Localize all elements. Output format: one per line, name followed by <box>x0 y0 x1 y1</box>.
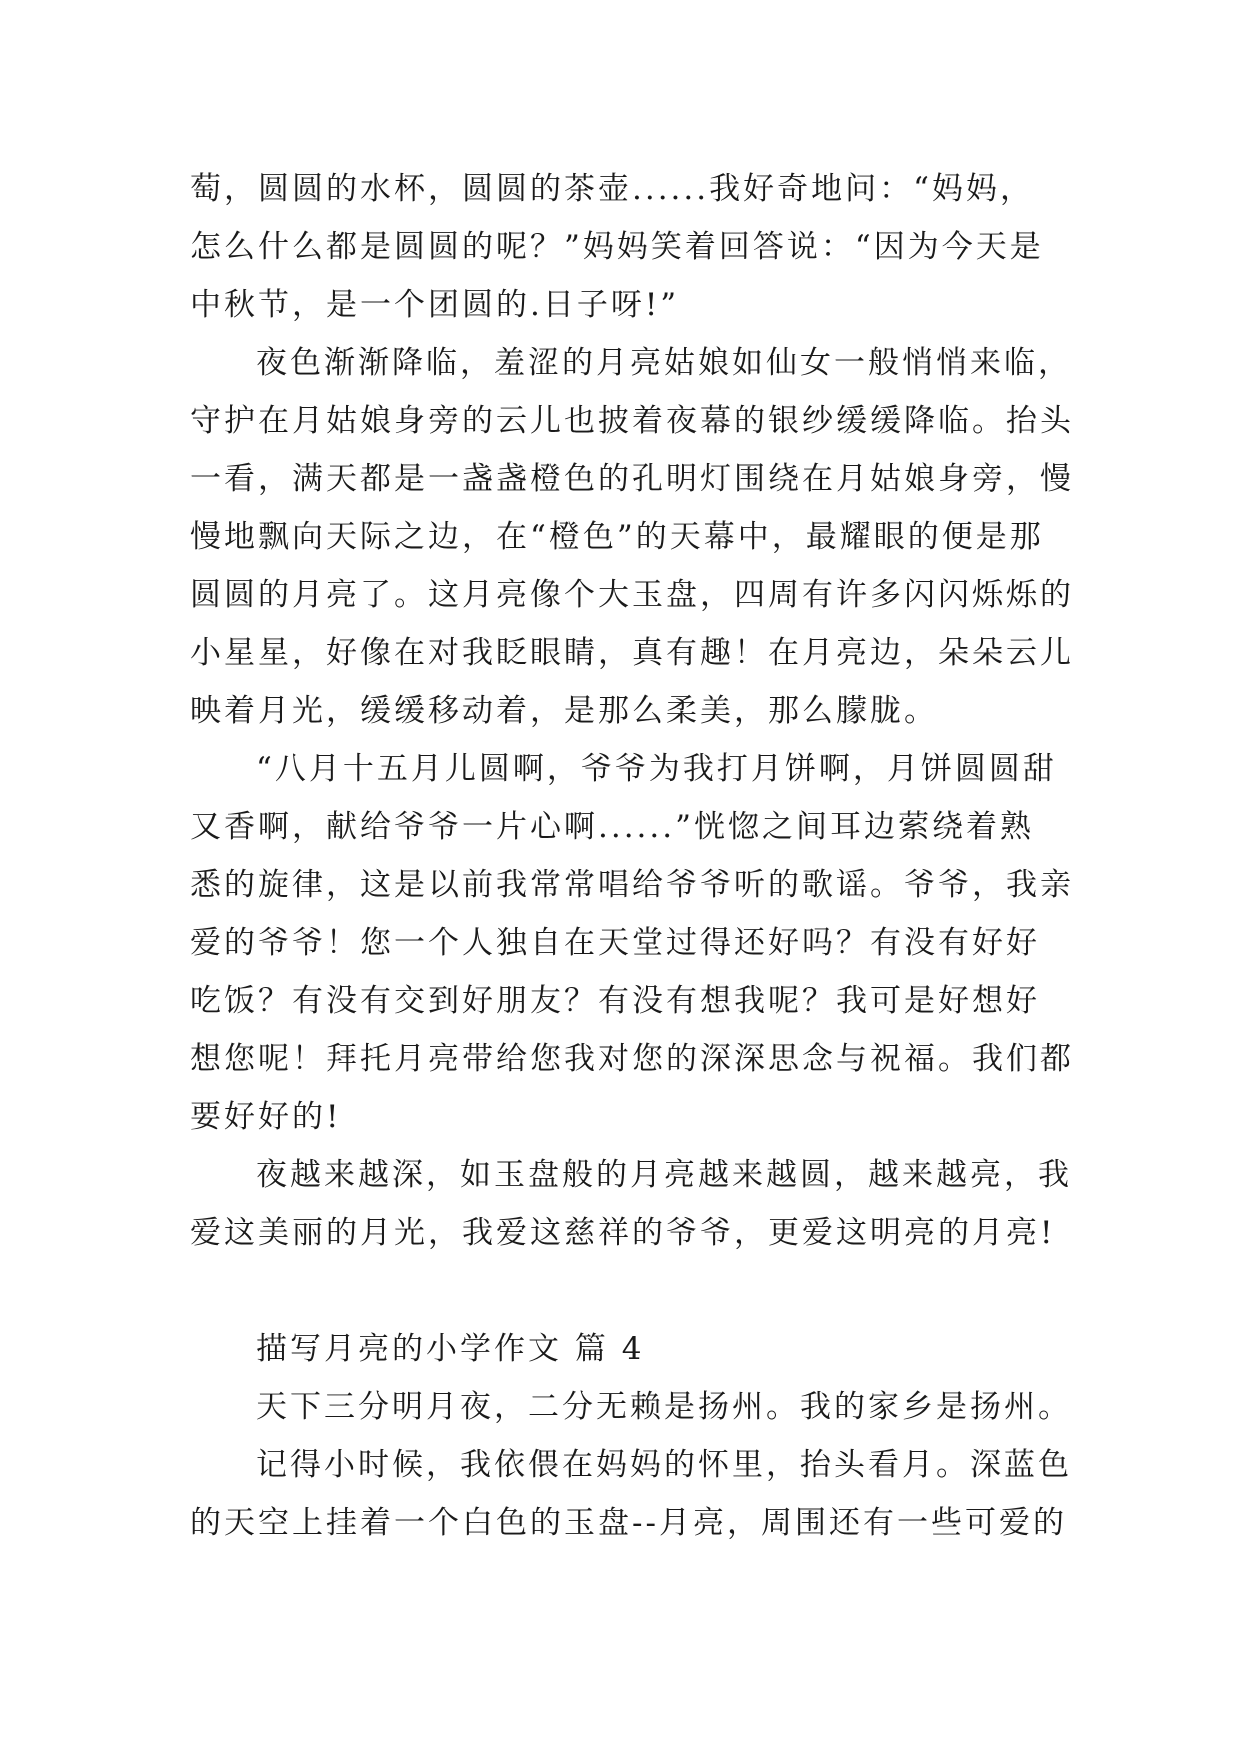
text-line: 映着月光，缓缓移动着，是那么柔美，那么朦胧。 <box>190 693 938 729</box>
text-line: 天下三分明月夜，二分无赖是扬州。我的家乡是扬州。 <box>256 1389 1072 1425</box>
text-line: 悉的旋律，这是以前我常常唱给爷爷听的歌谣。爷爷，我亲 <box>190 867 1074 903</box>
section-heading: 描写月亮的小学作文 篇 4 <box>256 1331 645 1367</box>
text-line: 要好好的! <box>190 1099 342 1135</box>
text-line: 又香啊，献给爷爷一片心啊......”恍惚之间耳边萦绕着熟 <box>190 809 1034 845</box>
text-line: 圆圆的月亮了。这月亮像个大玉盘，四周有许多闪闪烁烁的 <box>190 577 1074 613</box>
text-line: 一看，满天都是一盏盏橙色的孔明灯围绕在月姑娘身旁，慢 <box>190 461 1074 497</box>
text-line: 夜色渐渐降临，羞涩的月亮姑娘如仙女一般悄悄来临， <box>256 345 1072 381</box>
text-line: 怎么什么都是圆圆的呢？”妈妈笑着回答说：“因为今天是 <box>190 229 1044 265</box>
essay-text <box>190 160 1074 1552</box>
text-line: 爱的爷爷！您一个人独自在天堂过得还好吗？有没有好好 <box>190 925 1040 961</box>
text-line: 守护在月姑娘身旁的云儿也披着夜幕的银纱缓缓降临。抬头 <box>190 403 1074 439</box>
text-line: 想您呢！拜托月亮带给您我对您的深深思念与祝福。我们都 <box>190 1041 1074 1077</box>
text-line: 中秋节，是一个团圆的.日子呀!” <box>190 287 680 323</box>
blank-line <box>190 1262 1070 1320</box>
text-line: 小星星，好像在对我眨眼睛，真有趣！在月亮边，朵朵云儿 <box>190 635 1074 671</box>
text-line: “八月十五月儿圆啊，爷爷为我打月饼啊，月饼圆圆甜 <box>256 751 1057 787</box>
text-line: 慢地飘向天际之边，在“橙色”的天幕中，最耀眼的便是那 <box>190 519 1044 555</box>
text-line: 萄，圆圆的水杯，圆圆的茶壶......我好奇地问：“妈妈， <box>190 171 1034 207</box>
text-line: 吃饭？有没有交到好朋友？有没有想我呢？我可是好想好 <box>190 983 1040 1019</box>
text-line: 爱这美丽的月光，我爱这慈祥的爷爷，更爱这明亮的月亮! <box>190 1215 1056 1251</box>
text-line: 的天空上挂着一个白色的玉盘--月亮，周围还有一些可爱的 <box>190 1505 1067 1541</box>
text-line: 记得小时候，我依偎在妈妈的怀里，抬头看月。深蓝色 <box>256 1447 1072 1483</box>
text-line: 夜越来越深，如玉盘般的月亮越来越圆，越来越亮，我 <box>256 1157 1072 1193</box>
